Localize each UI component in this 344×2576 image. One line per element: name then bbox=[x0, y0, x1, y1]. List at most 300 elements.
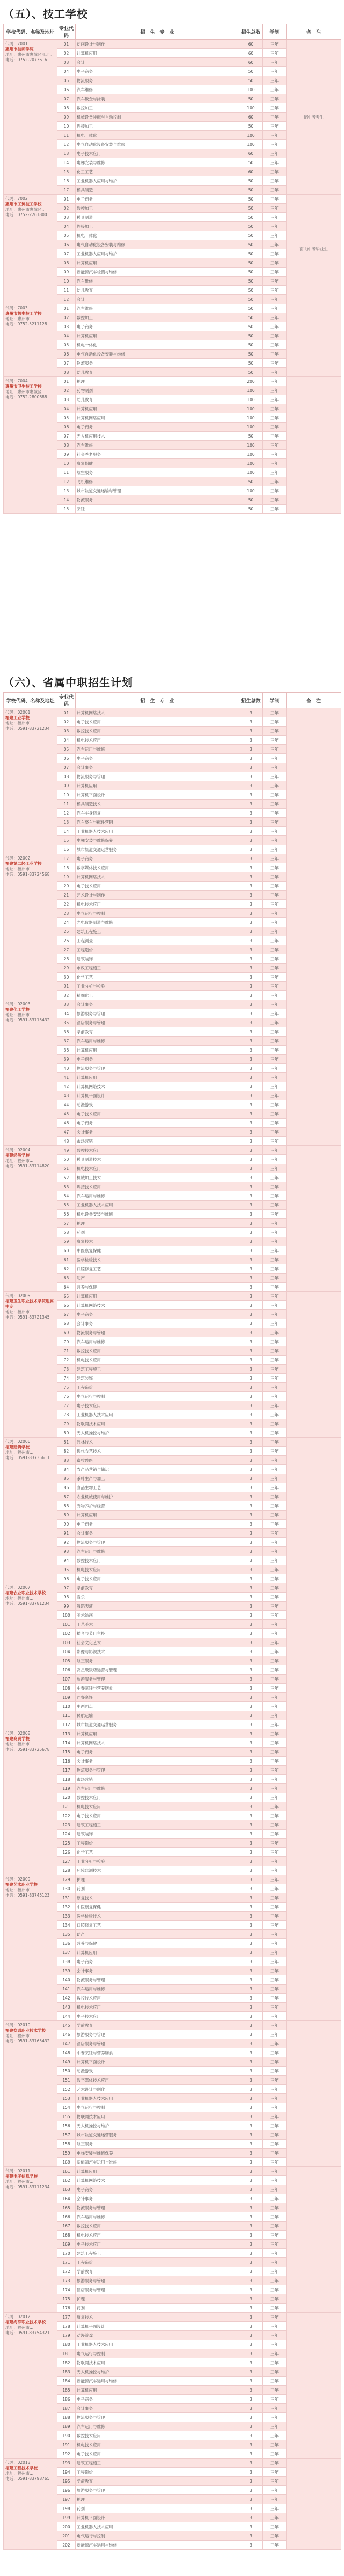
program-name: 焊接加工 bbox=[76, 222, 239, 231]
duration: 三年 bbox=[263, 2258, 287, 2267]
enrollment-count: 3 bbox=[239, 1665, 263, 1675]
program-code: 150 bbox=[57, 2067, 76, 2076]
program-code: 16 bbox=[57, 845, 76, 854]
duration: 三年 bbox=[263, 845, 287, 854]
school-code: 代码：02005 bbox=[5, 1293, 31, 1298]
enrollment-count: 60 bbox=[239, 113, 263, 122]
program-code: 17 bbox=[57, 186, 76, 195]
enrollment-count: 50 bbox=[239, 368, 263, 377]
program-code: 56 bbox=[57, 1210, 76, 1219]
duration: 三年 bbox=[263, 1656, 287, 1665]
program-name: 汽车钣金与涂装 bbox=[76, 94, 239, 103]
enrollment-count: 3 bbox=[239, 781, 263, 790]
duration: 三年 bbox=[263, 1191, 287, 1201]
enrollment-count: 3 bbox=[239, 1210, 263, 1219]
enrollment-count: 3 bbox=[239, 1219, 263, 1228]
program-code: 19 bbox=[57, 872, 76, 882]
program-name: 机电一体化 bbox=[76, 131, 239, 140]
enrollment-count: 3 bbox=[239, 2158, 263, 2167]
program-code: 107 bbox=[57, 1675, 76, 1684]
program-name: 计算机应用 bbox=[76, 2386, 239, 2395]
enrollment-count: 3 bbox=[239, 1173, 263, 1182]
duration: 三年 bbox=[263, 1082, 287, 1091]
program-code: 143 bbox=[57, 2003, 76, 2012]
enrollment-count: 3 bbox=[239, 2222, 263, 2231]
program-code: 126 bbox=[57, 1848, 76, 1857]
program-name: 旅游服务与管理 bbox=[76, 1009, 239, 1018]
program-code: 31 bbox=[57, 982, 76, 991]
program-name: 新能源汽车运用与维修 bbox=[76, 2158, 239, 2167]
program-name: 数控技术应用 bbox=[76, 1994, 239, 2003]
program-code: 11 bbox=[57, 468, 76, 477]
program-code: 48 bbox=[57, 1137, 76, 1146]
enrollment-count: 3 bbox=[239, 1046, 263, 1055]
duration: 三年 bbox=[263, 186, 287, 195]
enrollment-count: 3 bbox=[239, 2459, 263, 2468]
program-code: 168 bbox=[57, 2231, 76, 2240]
program-code: 116 bbox=[57, 1757, 76, 1766]
school-address: 地址：福州市... 电话：0591-83725678 bbox=[5, 1742, 50, 1752]
duration: 三年 bbox=[263, 2541, 287, 2550]
program-name: 工业分析与检验 bbox=[76, 982, 239, 991]
table-row bbox=[4, 2021, 341, 2030]
duration: 三年 bbox=[263, 368, 287, 377]
program-code: 80 bbox=[57, 1428, 76, 1438]
school-info bbox=[4, 377, 57, 514]
duration: 三年 bbox=[263, 763, 287, 772]
enrollment-count: 3 bbox=[239, 1000, 263, 1009]
program-name: 中餐烹饪与营养膳食 bbox=[76, 2048, 239, 2057]
program-code: 14 bbox=[57, 827, 76, 836]
program-code: 127 bbox=[57, 1857, 76, 1866]
program-code: 78 bbox=[57, 1410, 76, 1419]
duration: 三年 bbox=[263, 1629, 287, 1638]
program-code: 112 bbox=[57, 1720, 76, 1729]
school-address: 地址：惠州市惠城区江北... 电话：0752-2073616 bbox=[5, 52, 54, 62]
enrollment-count: 3 bbox=[239, 854, 263, 863]
enrollment-count: 3 bbox=[239, 973, 263, 982]
duration: 三年 bbox=[263, 1966, 287, 1975]
program-name: 建筑工程施工 bbox=[76, 1365, 239, 1374]
program-code: 121 bbox=[57, 1802, 76, 1811]
enrollment-count: 3 bbox=[239, 2276, 263, 2285]
enrollment-count: 3 bbox=[239, 1228, 263, 1237]
school-info bbox=[4, 2167, 57, 2313]
enrollment-count: 3 bbox=[239, 2121, 263, 2130]
duration: 三年 bbox=[263, 1866, 287, 1875]
duration: 三年 bbox=[263, 1009, 287, 1018]
duration: 三年 bbox=[263, 900, 287, 909]
enrollment-count: 3 bbox=[239, 1009, 263, 1018]
duration: 三年 bbox=[263, 2531, 287, 2541]
enrollment-count: 3 bbox=[239, 2358, 263, 2367]
school-name: 福建经济学校 bbox=[5, 1153, 30, 1158]
school-address: 地址：福州市... 电话：0591-83735611 bbox=[5, 1450, 50, 1460]
duration: 三年 bbox=[263, 1064, 287, 1073]
program-code: 142 bbox=[57, 1994, 76, 2003]
school-name: 福建海洋职业技术学校 bbox=[5, 2320, 46, 2325]
duration: 三年 bbox=[263, 2222, 287, 2231]
duration: 三年 bbox=[263, 1410, 287, 1419]
program-name: 航空服务 bbox=[76, 2140, 239, 2149]
program-code: 04 bbox=[57, 736, 76, 745]
program-name: 机电技术应用 bbox=[76, 2003, 239, 2012]
duration: 三年 bbox=[263, 1392, 287, 1401]
enrollment-count: 50 bbox=[239, 495, 263, 505]
duration: 三年 bbox=[263, 1711, 287, 1720]
duration: 三年 bbox=[263, 240, 287, 249]
duration: 三年 bbox=[263, 313, 287, 322]
duration: 三年 bbox=[263, 286, 287, 295]
program-name: 工程造价 bbox=[76, 1383, 239, 1392]
program-code: 36 bbox=[57, 1027, 76, 1037]
program-code: 29 bbox=[57, 964, 76, 973]
remark bbox=[287, 1146, 341, 1292]
program-code: 24 bbox=[57, 918, 76, 927]
enrollment-count: 3 bbox=[239, 1419, 263, 1428]
enrollment-count: 3 bbox=[239, 2422, 263, 2431]
program-code: 05 bbox=[57, 231, 76, 240]
program-name: 烹饪 bbox=[76, 505, 239, 514]
school-address: 地址：福州市... 电话：0591-83781234 bbox=[5, 1596, 50, 1606]
program-name: 电子商务 bbox=[76, 1119, 239, 1128]
program-code: 98 bbox=[57, 1593, 76, 1602]
school-info bbox=[4, 40, 57, 195]
duration: 三年 bbox=[263, 936, 287, 945]
program-name: 康复保健 bbox=[76, 459, 239, 468]
school-address: 地址：福州市... 电话：0591-83745123 bbox=[5, 1887, 50, 1898]
duration: 三年 bbox=[263, 1201, 287, 1210]
duration: 三年 bbox=[263, 1210, 287, 1219]
program-name: 计算机应用 bbox=[76, 49, 239, 58]
program-name: 幼儿教育 bbox=[76, 395, 239, 404]
duration: 三年 bbox=[263, 909, 287, 918]
program-name: 工业机器人技术应用 bbox=[76, 2340, 239, 2349]
enrollment-count: 3 bbox=[239, 1401, 263, 1410]
program-name: 计算机应用 bbox=[76, 331, 239, 340]
section5-table bbox=[3, 24, 341, 514]
enrollment-count: 3 bbox=[239, 2504, 263, 2513]
duration: 三年 bbox=[263, 1374, 287, 1383]
enrollment-count: 3 bbox=[239, 1447, 263, 1456]
enrollment-count: 3 bbox=[239, 2522, 263, 2531]
duration: 三年 bbox=[263, 122, 287, 131]
program-name: 学前教育 bbox=[76, 1027, 239, 1037]
program-code: 197 bbox=[57, 2495, 76, 2504]
enrollment-count: 3 bbox=[239, 2294, 263, 2304]
program-code: 12 bbox=[57, 295, 76, 304]
enrollment-count: 3 bbox=[239, 2377, 263, 2386]
enrollment-count: 50 bbox=[239, 286, 263, 295]
school-address: 地址：惠州市... 电话：0752-5211128 bbox=[5, 316, 47, 327]
duration: 三年 bbox=[263, 258, 287, 268]
duration: 三年 bbox=[263, 1492, 287, 1501]
duration: 三年 bbox=[263, 927, 287, 936]
program-name: 会计事务 bbox=[76, 1966, 239, 1975]
duration: 三年 bbox=[263, 450, 287, 459]
program-name: 计算机应用 bbox=[76, 404, 239, 413]
program-code: 85 bbox=[57, 1474, 76, 1483]
enrollment-count: 60 bbox=[239, 49, 263, 58]
duration: 三年 bbox=[263, 58, 287, 67]
duration: 三年 bbox=[263, 717, 287, 727]
column-header: 招 生 专 业 bbox=[76, 24, 239, 40]
duration: 三年 bbox=[263, 1155, 287, 1164]
duration: 三年 bbox=[263, 2367, 287, 2377]
program-name: 数控加工 bbox=[76, 103, 239, 113]
duration: 三年 bbox=[263, 49, 287, 58]
program-name: 数字媒体技术应用 bbox=[76, 2076, 239, 2085]
school-code: 代码：02004 bbox=[5, 1148, 31, 1152]
enrollment-count: 50 bbox=[239, 213, 263, 222]
program-code: 05 bbox=[57, 413, 76, 423]
program-code: 03 bbox=[57, 322, 76, 331]
enrollment-count: 3 bbox=[239, 1155, 263, 1164]
school-name: 福建艺术职业学校 bbox=[5, 1882, 38, 1887]
program-code: 148 bbox=[57, 2048, 76, 2057]
program-name: 会计事务 bbox=[76, 2404, 239, 2413]
program-name: 工业机器人技术应用 bbox=[76, 1201, 239, 1210]
program-code: 55 bbox=[57, 1201, 76, 1210]
school-address: 地址：福州市... 电话：0591-83721345 bbox=[5, 1309, 50, 1320]
program-code: 132 bbox=[57, 1903, 76, 1912]
school-code: 代码：02001 bbox=[5, 710, 31, 715]
duration: 三年 bbox=[263, 1793, 287, 1802]
program-code: 08 bbox=[57, 772, 76, 781]
duration: 三年 bbox=[263, 331, 287, 340]
school-name: 福建卫生职业技术学院附属中专 bbox=[5, 1299, 54, 1309]
enrollment-count: 50 bbox=[239, 359, 263, 368]
duration: 三年 bbox=[263, 2130, 287, 2140]
program-name: 会计事务 bbox=[76, 1757, 239, 1766]
program-code: 57 bbox=[57, 1219, 76, 1228]
duration: 三年 bbox=[263, 76, 287, 85]
duration: 三年 bbox=[263, 1830, 287, 1839]
duration: 三年 bbox=[263, 1128, 287, 1137]
duration: 三年 bbox=[263, 1037, 287, 1046]
duration: 三年 bbox=[263, 1511, 287, 1520]
duration: 三年 bbox=[263, 505, 287, 514]
duration: 三年 bbox=[263, 1903, 287, 1912]
enrollment-count: 3 bbox=[239, 2367, 263, 2377]
enrollment-count: 3 bbox=[239, 1027, 263, 1037]
program-name: 市场营销 bbox=[76, 1137, 239, 1146]
column-header: 招生总数 bbox=[239, 693, 263, 708]
program-code: 33 bbox=[57, 1000, 76, 1009]
program-code: 14 bbox=[57, 158, 76, 167]
duration: 三年 bbox=[263, 1447, 287, 1456]
program-code: 22 bbox=[57, 900, 76, 909]
program-code: 42 bbox=[57, 1082, 76, 1091]
program-name: 会计 bbox=[76, 295, 239, 304]
program-code: 32 bbox=[57, 991, 76, 1000]
program-code: 109 bbox=[57, 1693, 76, 1702]
duration: 三年 bbox=[263, 1620, 287, 1629]
enrollment-count: 3 bbox=[239, 1866, 263, 1875]
duration: 三年 bbox=[263, 2158, 287, 2167]
duration: 三年 bbox=[263, 423, 287, 432]
program-name: 药物制剂 bbox=[76, 386, 239, 395]
program-name: 电子商务 bbox=[76, 67, 239, 76]
duration: 三年 bbox=[263, 1784, 287, 1793]
school-info bbox=[4, 195, 57, 304]
duration: 三年 bbox=[263, 2504, 287, 2513]
duration: 三年 bbox=[263, 836, 287, 845]
program-name: 数控技术应用 bbox=[76, 727, 239, 736]
table-row bbox=[4, 708, 341, 717]
program-code: 131 bbox=[57, 1893, 76, 1903]
duration: 三年 bbox=[263, 1274, 287, 1283]
program-name: 电气自动化设备安装与维修 bbox=[76, 140, 239, 149]
program-name: 农业机械使用与维护 bbox=[76, 1492, 239, 1501]
program-name: 数控技术应用 bbox=[76, 1556, 239, 1565]
column-header: 学校代码、名称及地址 bbox=[4, 693, 57, 708]
enrollment-count: 3 bbox=[239, 2039, 263, 2048]
enrollment-count: 3 bbox=[239, 1738, 263, 1748]
enrollment-count: 3 bbox=[239, 818, 263, 827]
program-code: 60 bbox=[57, 1246, 76, 1255]
enrollment-count: 3 bbox=[239, 2322, 263, 2331]
enrollment-count: 3 bbox=[239, 2495, 263, 2504]
program-code: 11 bbox=[57, 800, 76, 809]
duration: 三年 bbox=[263, 1109, 287, 1119]
program-code: 86 bbox=[57, 1483, 76, 1492]
program-code: 08 bbox=[57, 441, 76, 450]
enrollment-count: 50 bbox=[239, 122, 263, 131]
enrollment-count: 50 bbox=[239, 432, 263, 441]
program-name: 护理 bbox=[76, 1875, 239, 1884]
duration: 三年 bbox=[263, 1146, 287, 1155]
remark bbox=[287, 854, 341, 1000]
enrollment-count: 50 bbox=[239, 222, 263, 231]
duration: 三年 bbox=[263, 1939, 287, 1948]
program-name: 建筑工程施工 bbox=[76, 927, 239, 936]
program-name: 汽车维修 bbox=[76, 441, 239, 450]
enrollment-count: 3 bbox=[239, 1830, 263, 1839]
duration: 三年 bbox=[263, 1164, 287, 1173]
duration: 三年 bbox=[263, 158, 287, 167]
remark bbox=[287, 2459, 341, 2550]
enrollment-count: 3 bbox=[239, 891, 263, 900]
enrollment-count: 3 bbox=[239, 763, 263, 772]
duration: 三年 bbox=[263, 386, 287, 395]
remark bbox=[287, 2313, 341, 2459]
program-code: 173 bbox=[57, 2276, 76, 2285]
remark bbox=[287, 1875, 341, 2021]
program-code: 10 bbox=[57, 790, 76, 800]
enrollment-count: 3 bbox=[239, 1146, 263, 1155]
duration: 三年 bbox=[263, 2121, 287, 2130]
program-code: 154 bbox=[57, 2103, 76, 2112]
program-code: 76 bbox=[57, 1392, 76, 1401]
section5-title: （五）、技工学校 bbox=[3, 8, 88, 20]
enrollment-count: 3 bbox=[239, 1574, 263, 1583]
program-code: 110 bbox=[57, 1702, 76, 1711]
enrollment-count: 3 bbox=[239, 1629, 263, 1638]
program-name: 数字媒体技术应用 bbox=[76, 863, 239, 872]
program-name: 电子技术应用 bbox=[76, 149, 239, 158]
enrollment-count: 3 bbox=[239, 2103, 263, 2112]
program-code: 75 bbox=[57, 1383, 76, 1392]
program-code: 97 bbox=[57, 1583, 76, 1593]
program-name: 中餐烹饪与营养膳食 bbox=[76, 1684, 239, 1693]
program-name: 物流服务与管理 bbox=[76, 1328, 239, 1337]
program-code: 135 bbox=[57, 1930, 76, 1939]
program-code: 100 bbox=[57, 1611, 76, 1620]
duration: 三年 bbox=[263, 2513, 287, 2522]
enrollment-count: 3 bbox=[239, 1274, 263, 1283]
duration: 三年 bbox=[263, 477, 287, 486]
program-name: 电气自动化设备安装与维修 bbox=[76, 240, 239, 249]
school-address: 地址：福州市... 电话：0591-83724568 bbox=[5, 867, 50, 877]
program-name: 电气运行与控制 bbox=[76, 2349, 239, 2358]
program-name: 建筑装饰 bbox=[76, 1830, 239, 1839]
duration: 三年 bbox=[263, 1255, 287, 1264]
program-name: 工业机器人应用与维护 bbox=[76, 176, 239, 186]
duration: 三年 bbox=[263, 40, 287, 49]
duration: 三年 bbox=[263, 1921, 287, 1930]
program-name: 机械设备装配与自动控制 bbox=[76, 113, 239, 122]
program-code: 74 bbox=[57, 1374, 76, 1383]
enrollment-count: 50 bbox=[239, 240, 263, 249]
enrollment-count: 3 bbox=[239, 1082, 263, 1091]
enrollment-count: 3 bbox=[239, 2285, 263, 2294]
duration: 三年 bbox=[263, 195, 287, 204]
program-name: 物联网技术应用 bbox=[76, 1419, 239, 1428]
program-code: 120 bbox=[57, 1793, 76, 1802]
program-name: 电梯安装与维修保养 bbox=[76, 2149, 239, 2158]
program-code: 199 bbox=[57, 2513, 76, 2522]
program-code: 140 bbox=[57, 1975, 76, 1985]
program-code: 02 bbox=[57, 49, 76, 58]
program-name: 新能源汽车运用与维修 bbox=[76, 2377, 239, 2386]
duration: 三年 bbox=[263, 1438, 287, 1447]
table-row bbox=[4, 1729, 341, 1738]
duration: 三年 bbox=[263, 1757, 287, 1766]
enrollment-count: 3 bbox=[239, 2231, 263, 2240]
enrollment-count: 3 bbox=[239, 2130, 263, 2140]
duration: 三年 bbox=[263, 1055, 287, 1064]
enrollment-count: 3 bbox=[239, 1374, 263, 1383]
enrollment-count: 3 bbox=[239, 1137, 263, 1146]
program-name: 模具制造技术 bbox=[76, 800, 239, 809]
school-info bbox=[4, 1000, 57, 1146]
duration: 三年 bbox=[263, 1602, 287, 1611]
program-code: 50 bbox=[57, 1155, 76, 1164]
program-name: 电气自动化设备安装与维修 bbox=[76, 350, 239, 359]
enrollment-count: 3 bbox=[239, 2149, 263, 2158]
duration: 三年 bbox=[263, 103, 287, 113]
program-name: 焊接加工 bbox=[76, 122, 239, 131]
program-name: 机电技术应用 bbox=[76, 1356, 239, 1365]
enrollment-count: 3 bbox=[239, 1957, 263, 1966]
school-name: 福建交通职业技术学校 bbox=[5, 2028, 46, 2033]
duration: 三年 bbox=[263, 1137, 287, 1146]
program-name: 汽车运用与维修 bbox=[76, 1985, 239, 1994]
enrollment-count: 3 bbox=[239, 2094, 263, 2103]
duration: 三年 bbox=[263, 2294, 287, 2304]
duration: 三年 bbox=[263, 1975, 287, 1985]
program-code: 94 bbox=[57, 1556, 76, 1565]
enrollment-count: 3 bbox=[239, 2249, 263, 2258]
program-name: 艺术设计与制作 bbox=[76, 891, 239, 900]
enrollment-count: 100 bbox=[239, 423, 263, 432]
duration: 三年 bbox=[263, 2413, 287, 2422]
school-code: 代码：02007 bbox=[5, 1585, 31, 1590]
enrollment-count: 3 bbox=[239, 2386, 263, 2395]
enrollment-count: 3 bbox=[239, 1775, 263, 1784]
enrollment-count: 3 bbox=[239, 2021, 263, 2030]
